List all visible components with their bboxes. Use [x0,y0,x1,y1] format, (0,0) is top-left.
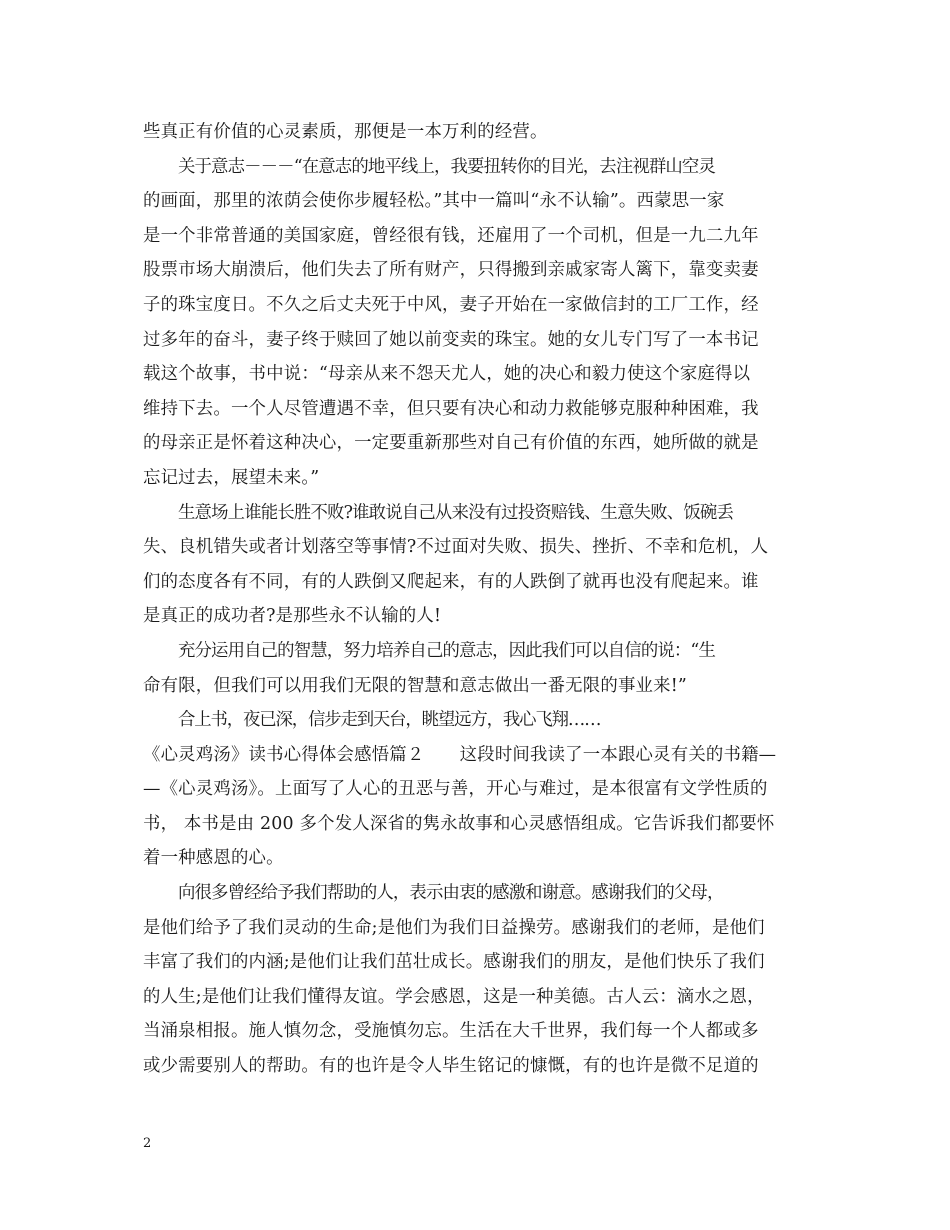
text-line: 维持下去。一个人尽管遭遇不幸，但只要有决心和动力救能够克服种种困难，我 [143,398,759,419]
text-line: 股票市场大崩溃后，他们失去了所有财产，只得搬到亲戚家寄人篱下，靠变卖妻 [143,260,759,281]
text-line: 关于意志－－－“在意志的地平线上，我要扭转你的目光，去注视群山空灵 [178,156,715,177]
text-line: 子的珠宝度日。不久之后丈夫死于中风，妻子开始在一家做信封的工厂工作，经 [143,294,759,315]
text-line: 着一种感恩的心。 [143,848,284,869]
text-line: 的人生;是他们让我们懂得友谊。学会感恩，这是一种美德。古人云：滴水之恩， [143,986,765,1007]
text-line: 合上书，夜已深，信步走到天台，眺望远方，我心飞翔…… [178,710,601,731]
text-line: 命有限，但我们可以用我们无限的智慧和意志做出一番无限的事业来!” [143,675,688,696]
text-line: 是他们给予了我们灵动的生命;是他们为我们日益操劳。感谢我们的老师，是他们 [143,917,765,938]
text-line: 生意场上谁能长胜不败?谁敢说自己从来没有过投资赔钱、生意失败、饭碗丢 [178,502,734,523]
text-line: 向很多曾经给予我们帮助的人，表示由衷的感激和谢意。感谢我们的父母， [178,883,724,904]
text-line: 过多年的奋斗，妻子终于赎回了她以前变卖的珠宝。她的女儿专门写了一本书记 [143,329,759,350]
text-line: —《心灵鸡汤》。上面写了人心的丑恶与善，开心与难过，是本很富有文学性质的 [143,779,768,800]
text-line: 失、良机错失或者计划落空等事情?不过面对失败、损失、挫折、不幸和危机，人 [143,537,769,558]
text-line: 当涌泉相报。施人慎勿念，受施慎勿忘。生活在大千世界，我们每一个人都或多 [143,1021,759,1042]
text-line: 或少需要别人的帮助。有的也许是令人毕生铭记的慷慨，有的也许是微不足道的 [143,1056,759,1077]
text-line: 是真正的成功者?是那些永不认输的人! [143,606,442,627]
text-line: 的画面，那里的浓荫会使你步履轻松。”其中一篇叫“永不认输”。西蒙思一家 [143,191,725,212]
page-number: 2 [143,1136,152,1151]
text-line: 书， 本书是由 200 多个发人深省的隽永故事和心灵感悟组成。它告诉我们都要怀 [143,813,775,834]
text-line: 忘记过去，展望未来。” [143,467,320,488]
text-line: 充分运用自己的智慧，努力培养自己的意志，因此我们可以自信的说：“生 [178,640,715,661]
text-line: 些真正有价值的心灵素质，那便是一本万利的经营。 [143,122,548,142]
text-line: 是一个非常普通的美国家庭，曾经很有钱，还雇用了一个司机，但是一九二九年 [143,225,759,246]
text-line: 们的态度各有不同，有的人跌倒又爬起来，有的人跌倒了就再也没有爬起来。谁 [143,571,759,592]
text-line: 《心灵鸡汤》读书心得体会感悟篇２ 这段时间我读了一本跟心灵有关的书籍— [143,744,777,765]
text-line: 载这个故事，书中说：“母亲从来不怨天尤人，她的决心和毅力使这个家庭得以 [143,364,751,385]
text-line: 的母亲正是怀着这种决心，一定要重新那些对自己有价值的东西，她所做的就是 [143,433,759,454]
text-line: 丰富了我们的内涵;是他们让我们茁壮成长。感谢我们的朋友，是他们快乐了我们 [143,952,765,973]
document-body [143,115,813,1084]
